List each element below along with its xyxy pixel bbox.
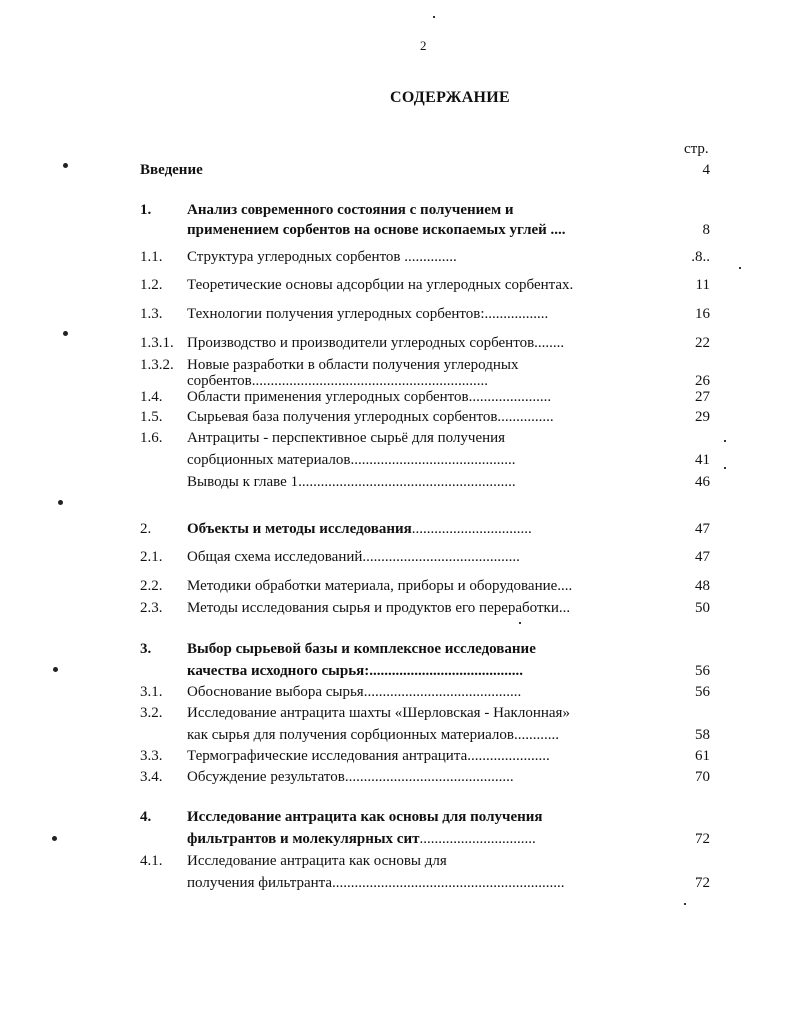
toc-ch4-leader: ............................... [419, 831, 536, 847]
toc-ch4-title-line1: Исследование антрацита как основы для получения [187, 809, 543, 825]
toc-ch3-number: 3. [140, 641, 152, 657]
toc-s3-1-number: 3.1. [140, 684, 163, 700]
toc-s4-1-number: 4.1. [140, 853, 163, 869]
toc-ch2-page: 47 [695, 521, 710, 537]
toc-s1-4-title: Области применения углеродных сорбентов...................... [187, 389, 552, 405]
toc-s1-3-2-page: 26 [695, 373, 710, 389]
scan-speck [724, 467, 726, 469]
toc-s1-5-page: 29 [695, 409, 710, 425]
toc-ch3-title-line2: качества исходного сырья:......................................... [187, 663, 524, 679]
toc-ch2-title: Объекты и методы исследования [187, 521, 412, 537]
toc-s4-1-title-line2: получения фильтранта.............................................................. [187, 875, 565, 891]
toc-s1-3-2-number: 1.3.2. [140, 357, 174, 373]
binder-hole-mark [52, 836, 57, 841]
toc-s3-4-page: 70 [695, 769, 710, 785]
binder-hole-mark [53, 667, 58, 672]
toc-s1-3-1-page: 22 [695, 335, 710, 351]
toc-s1-3-title: Технологии получения углеродных сорбентов:................. [187, 306, 549, 322]
toc-s3-2-number: 3.2. [140, 705, 163, 721]
toc-s3-4-number: 3.4. [140, 769, 163, 785]
toc-ch1-number: 1. [140, 202, 152, 218]
toc-s1-5-number: 1.5. [140, 409, 163, 425]
toc-s2-3-title: Методы исследования сырья и продуктов его переработки... [187, 600, 571, 616]
toc-ch1-page: 8 [702, 222, 710, 238]
toc-s1-6-title-line2: сорбционных материалов............................................ [187, 452, 516, 468]
toc-s1-3-2-title-line2: сорбентов............................................................... [187, 373, 488, 389]
toc-ch4-title-line2: фильтрантов и молекулярных сит [187, 831, 420, 847]
toc-s1-6-title-line1: Антрациты - перспективное сырьё для получения [187, 430, 506, 446]
toc-s1-6-number: 1.6. [140, 430, 163, 446]
toc-s3-1-title: Обоснование выбора сырья.......................................... [187, 684, 522, 700]
toc-s2-1-number: 2.1. [140, 549, 163, 565]
toc-s4-1-title-line1: Исследование антрацита как основы для [187, 853, 447, 869]
toc-ch4-number: 4. [140, 809, 152, 825]
scan-speck [739, 267, 741, 269]
toc-ch2-leader: ................................ [411, 521, 532, 537]
toc-s1-2-page: 11 [695, 277, 710, 293]
binder-hole-mark [63, 331, 68, 336]
toc-ch3-page: 56 [695, 663, 710, 679]
toc-s1-4-number: 1.4. [140, 389, 163, 405]
toc-ch1-title-line2: применением сорбентов на основе ископаемых углей .... [187, 222, 566, 238]
toc-s3-3-number: 3.3. [140, 748, 163, 764]
toc-s3-3-title: Термографические исследования антрацита...................... [187, 748, 550, 764]
toc-s1-3-1-number: 1.3.1. [140, 335, 174, 351]
binder-hole-mark [63, 163, 68, 168]
scan-speck [724, 440, 726, 442]
toc-s1-5-title: Сырьевая база получения углеродных сорбентов............... [187, 409, 554, 425]
toc-s3-1-page: 56 [695, 684, 710, 700]
toc-s1-1-page: .8.. [691, 249, 710, 265]
scan-speck [684, 903, 686, 905]
binder-hole-mark [58, 500, 63, 505]
toc-ch4-title-row2 [187, 830, 536, 848]
toc-s1-3-page: 16 [695, 306, 710, 322]
toc-s1-6-page: 41 [695, 452, 710, 468]
toc-intro-page: 4 [702, 162, 710, 178]
toc-ch2-number: 2. [140, 521, 152, 537]
toc-s3-3-page: 61 [695, 748, 710, 764]
toc-s3-2-page: 58 [695, 727, 710, 743]
toc-s1-1-title: Структура углеродных сорбентов .............. [187, 249, 457, 265]
toc-s1-1-number: 1.1. [140, 249, 163, 265]
scan-speck [433, 16, 435, 18]
toc-s3-2-title-line2: как сырья для получения сорбционных материалов............ [187, 727, 559, 743]
toc-s2-2-page: 48 [695, 578, 710, 594]
toc-ch4-page: 72 [695, 831, 710, 847]
page-column-label: стр. [684, 141, 709, 157]
toc-s2-3-page: 50 [695, 600, 710, 616]
toc-s1-3-number: 1.3. [140, 306, 163, 322]
toc-ch2-title-row [187, 520, 532, 538]
toc-chapter1-conclusions-page: 46 [695, 474, 710, 490]
toc-s2-3-number: 2.3. [140, 600, 163, 616]
toc-s1-2-title: Теоретические основы адсорбции на углеродных сорбентах. [187, 277, 574, 293]
toc-s2-1-title: Общая схема исследований.......................................... [187, 549, 520, 565]
toc-s4-1-page: 72 [695, 875, 710, 891]
toc-intro-label: Введение [140, 162, 203, 178]
toc-s1-2-number: 1.2. [140, 277, 163, 293]
toc-s2-1-page: 47 [695, 549, 710, 565]
page-title: СОДЕРЖАНИЕ [389, 89, 511, 106]
toc-s1-3-1-title: Производство и производители углеродных сорбентов........ [187, 335, 565, 351]
toc-s2-2-title: Методики обработки материала, приборы и оборудование.... [187, 578, 573, 594]
page-number: 2 [420, 38, 427, 53]
scan-speck [519, 622, 521, 624]
toc-s1-4-page: 27 [695, 389, 710, 405]
toc-ch1-title-line1: Анализ современного состояния с получением и [187, 202, 514, 218]
toc-ch3-title-line1: Выбор сырьевой базы и комплексное исследование [187, 641, 536, 657]
toc-s3-4-title: Обсуждение результатов............................................. [187, 769, 514, 785]
toc-s2-2-number: 2.2. [140, 578, 163, 594]
toc-chapter1-conclusions-title: Выводы к главе 1.......................................................... [187, 474, 516, 490]
toc-s3-2-title-line1: Исследование антрацита шахты «Шерловская - Наклонная» [187, 705, 570, 721]
toc-s1-3-2-title-line1: Новые разработки в области получения углеродных [187, 357, 519, 373]
